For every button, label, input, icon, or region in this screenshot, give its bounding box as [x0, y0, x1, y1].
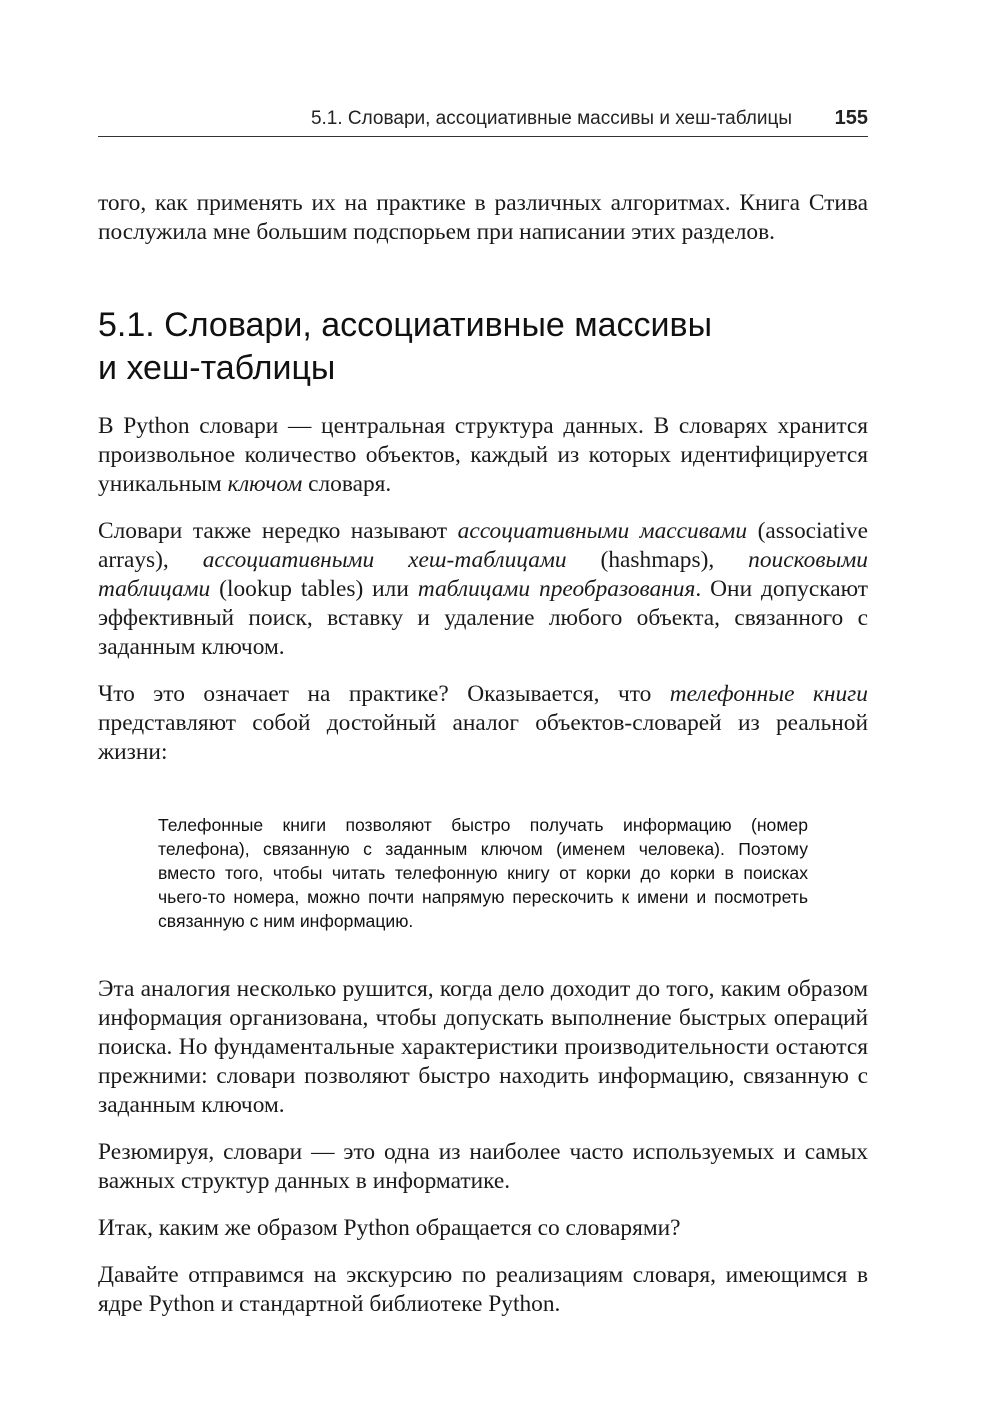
text-run: словаря.	[302, 471, 392, 497]
paragraph-question: Итак, каким же образом Python обращается со словарями?	[98, 1215, 681, 1241]
text-run: Словари также нередко называют	[98, 518, 458, 544]
paragraph-analogy: Эта аналогия несколько рушится, когда дело доходит до того, каким образом информация организована, чтобы допускать выполнение быстрых операций поиска. Но фундаментальные характеристики производительности остаются прежними: словари позволяют быстро находить информацию, связанную с заданным ключом.	[98, 976, 868, 1118]
emphasis-term: телефонные книги	[669, 681, 869, 707]
emphasis-term: таблицами преобразования	[417, 576, 696, 602]
text-run: (hashmaps),	[566, 547, 749, 573]
paragraph-python-dicts	[98, 412, 868, 499]
section-heading-line2: и хеш-таблицы	[98, 349, 336, 387]
emphasis-term: ключом	[227, 471, 303, 497]
running-title: 5.1. Словари, ассоциативные массивы и хеш-таблицы	[310, 108, 792, 129]
paragraph-summary: Резюмируя, словари — это одна из наиболее часто используемых и самых важных структур данных в информатике.	[98, 1139, 868, 1194]
intro-paragraph: того, как применять их на практике в различных алгоритмах. Книга Стива послужила мне большим подспорьем при написании этих разделов.	[98, 190, 868, 245]
text-run: В Python словари — центральная структура данных. В словарях хранится произвольное количество объектов, каждый из которых идентифицируется уникальным	[98, 413, 868, 497]
paragraph-excursion: Давайте отправимся на экскурсию по реализациям словаря, имеющимся в ядре Python и стандартной библиотеке Python.	[98, 1262, 868, 1317]
paragraph-phone-books	[98, 680, 868, 767]
running-header	[98, 104, 868, 137]
text-run: Что это означает на практике? Оказывается, что	[98, 681, 670, 707]
section-heading	[98, 304, 868, 390]
emphasis-term: поисковыми таблицами	[98, 547, 868, 602]
section-body	[98, 412, 868, 1337]
page-number: 155	[834, 107, 868, 129]
section-heading-line1: 5.1. Словари, ассоциативные массивы	[98, 306, 713, 344]
block-quote: Телефонные книги позволяют быстро получать информацию (номер телефона), связанную с заданным ключом (именем человека). Поэтому вместо того, чтобы читать телефонную книгу от корки до корки в поисках чьего-то номера, можно почти напрямую перескочить к имени и посмотреть связанную с ним информацию.	[158, 815, 808, 931]
paragraph-alt-names	[98, 517, 868, 662]
emphasis-term: ассоциативными хеш-таблицами	[202, 547, 567, 573]
text-run: представляют собой достойный аналог объектов-словарей из реальной жизни:	[98, 710, 868, 765]
text-run: (lookup tables) или	[210, 576, 418, 602]
emphasis-term: ассоциативными массивами	[457, 518, 748, 544]
text-run: . Они допускают эффективный поиск, вставку и удаление любого объекта, связанного с заданным ключом.	[98, 576, 868, 660]
text-run: (associative arrays),	[98, 518, 868, 573]
